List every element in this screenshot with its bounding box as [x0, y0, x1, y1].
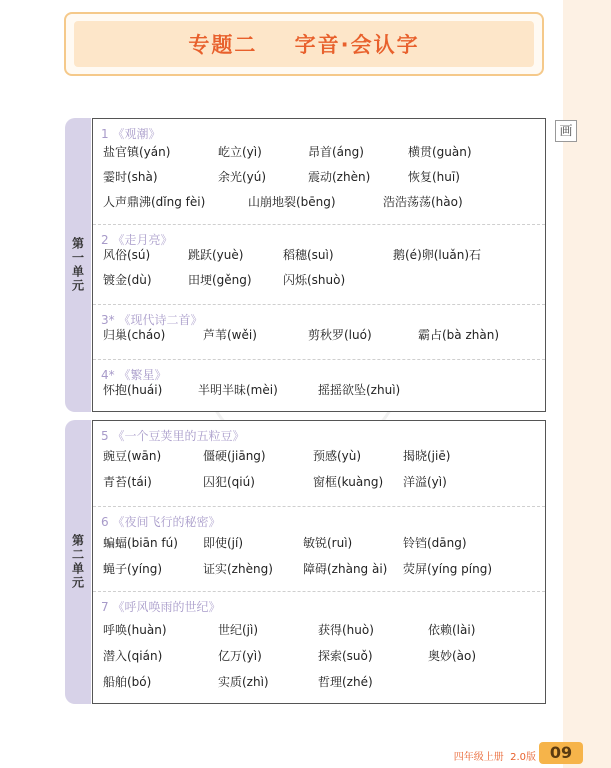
unit-label: 第一单元: [70, 237, 85, 293]
lesson-title: 1 《观潮》: [101, 127, 161, 141]
word-item: 横贯(guàn): [408, 145, 472, 159]
word-item: 青苔(tái): [103, 475, 152, 489]
topic-title-inner: [74, 21, 534, 67]
word-item: 屹立(yì): [218, 145, 262, 159]
lesson-title: 2 《走月亮》: [101, 233, 173, 247]
unit-box: [92, 420, 546, 704]
word-item: 怀抱(huái): [103, 383, 163, 397]
word-item: 囚犯(qiú): [203, 475, 255, 489]
word-item: 山崩地裂(bēng): [248, 195, 336, 209]
word-item: 窗框(kuàng): [313, 475, 384, 489]
lesson-block: [93, 421, 545, 506]
lesson-title: 6 《夜间飞行的秘密》: [101, 515, 221, 529]
word-item: 田埂(gěng): [188, 273, 252, 287]
word-item: 敏锐(ruì): [303, 536, 353, 550]
lesson-title: 4* 《繁星》: [101, 368, 167, 382]
word-item: 霎时(shà): [103, 170, 158, 184]
lesson-title: 5 《一个豆荚里的五粒豆》: [101, 429, 245, 443]
unit-tab: [65, 420, 91, 704]
word-item: 呼唤(huàn): [103, 623, 167, 637]
word-item: 获得(huò): [318, 623, 374, 637]
page-footer: [391, 738, 611, 768]
lesson-title: 7 《呼风唤雨的世纪》: [101, 600, 221, 614]
word-item: 依赖(lài): [428, 623, 476, 637]
word-item: 摇摇欲坠(zhuì): [318, 383, 401, 397]
word-item: 船舶(bó): [103, 675, 152, 689]
word-item: 归巢(cháo): [103, 328, 166, 342]
word-item: 洋溢(yì): [403, 475, 447, 489]
word-item: 奥妙(ào): [428, 649, 477, 663]
word-item: 芦苇(wěi): [203, 328, 257, 342]
lesson-block: [93, 591, 545, 706]
lesson-block: [93, 304, 545, 360]
word-item: 预感(yù): [313, 449, 362, 463]
word-item: 昂首(áng): [308, 145, 364, 159]
word-item: 震动(zhèn): [308, 170, 371, 184]
unit-tab: [65, 118, 91, 412]
word-item: 潜入(qián): [103, 649, 163, 663]
word-item: 稻穗(suì): [283, 248, 334, 262]
topic-title-box: [64, 12, 544, 76]
word-item: 闪烁(shuò): [283, 273, 346, 287]
lesson-title: 3* 《现代诗二首》: [101, 313, 203, 327]
word-item: 障碍(zhàng ài): [303, 562, 388, 576]
unit-box: [92, 118, 546, 412]
word-item: 铃铛(dāng): [403, 536, 467, 550]
word-item: 证实(zhèng): [203, 562, 273, 576]
annotation-icon[interactable]: 画: [555, 120, 577, 142]
word-item: 哲理(zhé): [318, 675, 373, 689]
page-number: 09: [539, 742, 583, 764]
lesson-block: [93, 224, 545, 305]
word-item: 豌豆(wān): [103, 449, 162, 463]
unit-label: 第二单元: [70, 534, 85, 590]
page-edge-strip: [563, 0, 611, 768]
word-item: 即使(jí): [203, 536, 244, 550]
word-item: 鹅(é)卵(luǎn)石: [393, 248, 482, 262]
page-title: 专题二 字音·会认字: [188, 33, 420, 57]
word-item: 风俗(sú): [103, 248, 151, 262]
word-item: 霸占(bà zhàn): [418, 328, 500, 342]
word-item: 人声鼎沸(dǐng fèi): [103, 195, 206, 209]
word-item: 揭晓(jiē): [403, 449, 451, 463]
word-item: 盐官镇(yán): [103, 145, 171, 159]
word-item: 蝙蝠(biān fú): [103, 536, 178, 550]
word-item: 镀金(dù): [103, 273, 152, 287]
word-item: 半明半昧(mèi): [198, 383, 278, 397]
lesson-block: [93, 506, 545, 592]
word-item: 剪秋罗(luó): [308, 328, 372, 342]
word-item: 恢复(huī): [408, 170, 460, 184]
lesson-block: [93, 359, 545, 414]
word-item: 浩浩荡荡(hào): [383, 195, 463, 209]
word-item: 跳跃(yuè): [188, 248, 244, 262]
word-item: 僵硬(jiāng): [203, 449, 266, 463]
word-item: 世纪(jì): [218, 623, 259, 637]
lesson-block: [93, 119, 545, 224]
edition-label: 四年级上册 2.0版: [453, 752, 536, 763]
word-item: 余光(yú): [218, 170, 267, 184]
word-item: 探索(suǒ): [318, 649, 373, 663]
word-item: 实质(zhì): [218, 675, 269, 689]
word-item: 荧屏(yíng píng): [403, 562, 493, 576]
word-item: 亿万(yì): [218, 649, 262, 663]
word-item: 蝇子(yíng): [103, 562, 163, 576]
